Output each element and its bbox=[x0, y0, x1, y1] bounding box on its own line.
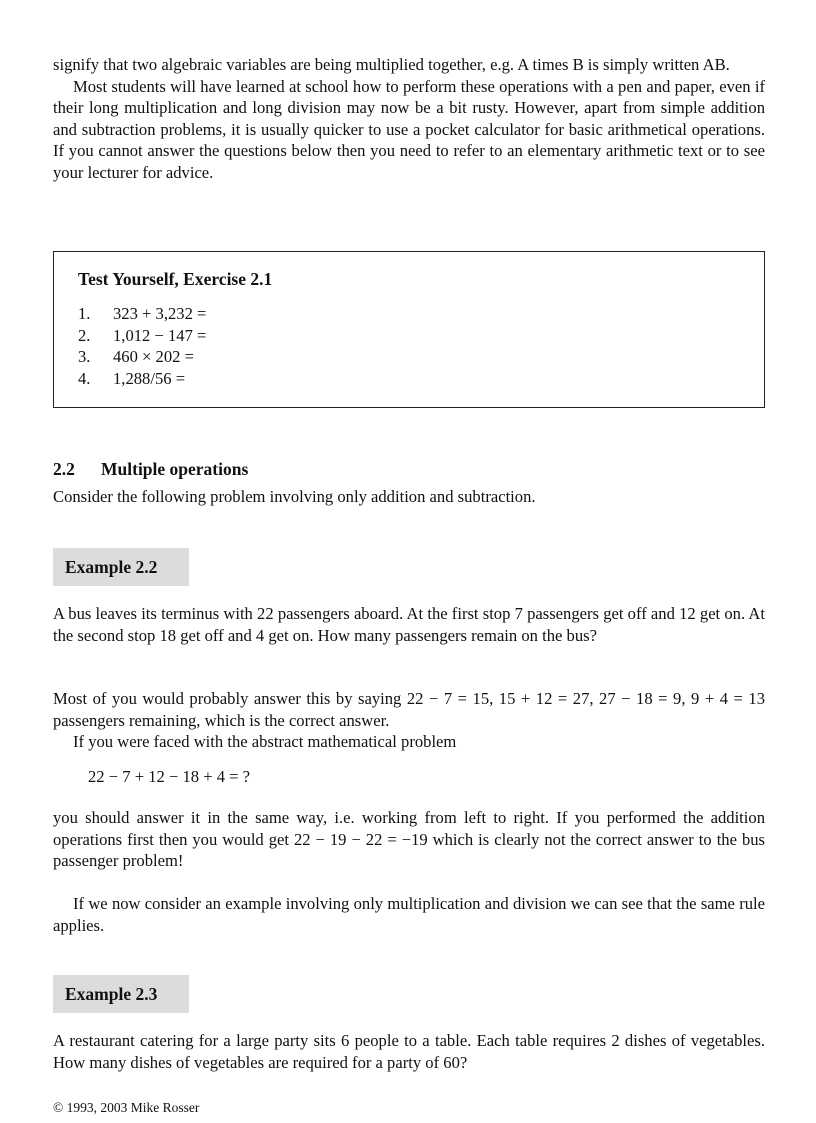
exercise-box bbox=[53, 251, 765, 408]
item-text: 1,288/56 = bbox=[113, 368, 186, 388]
copyright-footer: © 1993, 2003 Mike Rosser bbox=[53, 1100, 200, 1115]
example-2-2-problem bbox=[53, 603, 765, 646]
example-2-3-problem bbox=[53, 1030, 765, 1073]
section-intro-text: Consider the following problem involving only addition and subtraction. bbox=[53, 487, 536, 506]
example-2-2-transition bbox=[53, 893, 765, 936]
item-number: 3. bbox=[78, 347, 91, 366]
section-intro bbox=[53, 486, 765, 508]
example-2-2-problem-text: A bus leaves its terminus with 22 passengers aboard. At the first stop 7 passengers get off and 12 get on. At the second stop 18 get off and 4 get on. How many passengers remain on the bus? bbox=[53, 604, 765, 645]
example-2-2-followup bbox=[53, 807, 765, 872]
example-2-3-problem-text: A restaurant catering for a large party sits 6 people to a table. Each table requires 2 dishes of vegetables. How many dishes of vegetables are required for a party of 60? bbox=[53, 1031, 765, 1072]
item-text: 323 + 3,232 = bbox=[113, 304, 207, 323]
example-2-3-label: Example 2.3 bbox=[53, 975, 189, 1013]
intro-paragraph-2: Most students will have learned at school how to perform these operations with a pen and paper, even if their long multiplication and long division may now be a bit rusty. However, apart from simple addition and subtraction problems, it is usually quicker to use a pocket calculator for basic arithmetical operations. If you cannot answer the questions below then you need to refer to an elementary arithmetic text or to see your lecturer for advice. bbox=[53, 76, 765, 182]
exercise-list bbox=[78, 303, 206, 389]
example-2-2-answer-text: Most of you would probably answer this by saying 22 − 7 = 15, 15 + 12 = 27, 27 − 18 = 9, 9 + 4 = 13 passengers remaining, which is the correct answer. bbox=[53, 689, 765, 730]
item-text: 1,012 − 147 = bbox=[113, 325, 207, 345]
section-number: 2.2 bbox=[53, 459, 75, 479]
item-number: 1. bbox=[78, 304, 91, 323]
list-item bbox=[78, 346, 206, 368]
item-number: 4. bbox=[78, 368, 91, 388]
section-heading bbox=[53, 459, 248, 481]
example-2-2-equation: 22 − 7 + 12 − 18 + 4 = ? bbox=[88, 767, 251, 786]
exercise-title: Test Yourself, Exercise 2.1 bbox=[78, 269, 273, 289]
section-title: Multiple operations bbox=[101, 459, 249, 479]
example-2-2-answer bbox=[53, 688, 765, 753]
intro-paragraph-1: signify that two algebraic variables are being multiplied together, e.g. A times B is simply written AB. bbox=[53, 55, 730, 74]
list-item bbox=[78, 325, 206, 347]
example-2-2-label: Example 2.2 bbox=[53, 548, 189, 586]
example-2-2-abstract-intro: If you were faced with the abstract mathematical problem bbox=[73, 732, 457, 751]
list-item bbox=[78, 303, 206, 325]
item-text: 460 × 202 = bbox=[113, 347, 194, 366]
example-2-2-transition-text: If we now consider an example involving only multiplication and division we can see that the same rule applies. bbox=[53, 894, 765, 935]
item-number: 2. bbox=[78, 325, 91, 345]
list-item bbox=[78, 368, 206, 390]
example-2-2-followup-text: you should answer it in the same way, i.e. working from left to right. If you performed the addition operations first then you would get 22 − 19 − 22 = −19 which is clearly not the correct answer to the bus passenger problem! bbox=[53, 808, 765, 870]
intro-section bbox=[53, 54, 765, 183]
